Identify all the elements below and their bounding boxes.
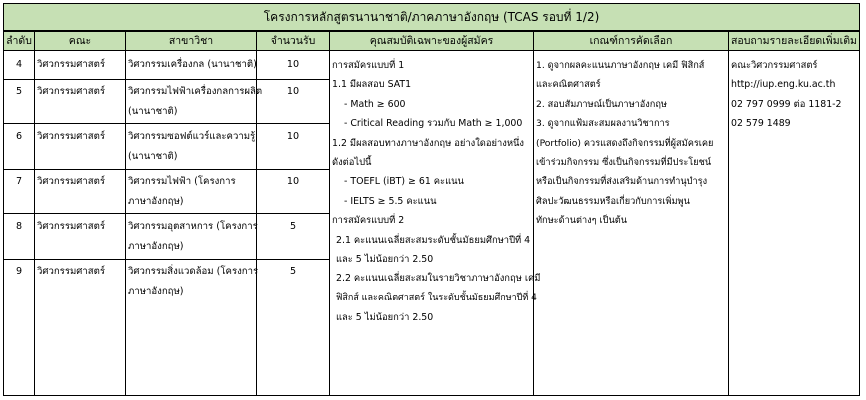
header-major: สาขาวิชา [125, 31, 257, 51]
row-major-cont: ภาษาอังกฤษ) [128, 196, 184, 207]
criteria-line: (Portfolio) ควรแสดงถึงกิจกรรมที่ผู้สมัครเคย [536, 137, 714, 149]
qualification-line: - Critical Reading รวมกับ Math ≥ 1,000 [344, 118, 523, 130]
criteria-line: 3. ดูจากแฟ้มสะสมผลงานวิชาการ [536, 118, 670, 130]
row-divider [3, 169, 330, 170]
criteria-line: หรือเป็นกิจกรรมที่ส่งเสริมด้านการทำนุบำรุง [536, 176, 708, 188]
row-seats: 10 [286, 86, 300, 97]
qualification-line: และ 5 ไม่น้อยกว่า 2.50 [336, 312, 434, 324]
row-seats: 10 [286, 59, 300, 70]
row-faculty: วิศวกรรมศาสตร์ [37, 59, 106, 70]
admission-table [3, 3, 862, 397]
header-criteria: เกณฑ์การคัดเลือก [533, 31, 729, 51]
row-seats: 5 [289, 221, 297, 232]
row-seats: 5 [289, 266, 297, 277]
qualification-line: - TOEFL (iBT) ≥ 61 คะแนน [344, 176, 464, 188]
contact-faculty: คณะวิศวกรรมศาสตร์ [731, 60, 818, 71]
row-no: 9 [15, 266, 23, 277]
row-major: วิศวกรรมอุตสาหการ (โครงการ [128, 221, 258, 232]
row-major-cont: ภาษาอังกฤษ) [128, 241, 184, 252]
row-divider [3, 259, 330, 260]
row-faculty: วิศวกรรมศาสตร์ [37, 266, 106, 277]
row-divider [3, 213, 330, 214]
row-major-cont: ภาษาอังกฤษ) [128, 286, 184, 297]
row-major: วิศวกรรมเครื่องกล (นานาชาติ) [128, 59, 257, 70]
row-faculty: วิศวกรรมศาสตร์ [37, 131, 106, 142]
row-major: วิศวกรรมสิ่งแวดล้อม (โครงการ [128, 266, 259, 277]
table-bottom-border [3, 395, 860, 396]
row-faculty: วิศวกรรมศาสตร์ [37, 221, 106, 232]
row-divider [3, 123, 330, 124]
header-faculty: คณะ [34, 31, 126, 51]
criteria-text [536, 56, 713, 231]
qualifications-text [332, 56, 540, 327]
contact-text [731, 56, 842, 134]
qualification-line: 2.2 คะแนนเฉลี่ยสะสมในรายวิชาภาษาอังกฤษ เคมี [336, 273, 541, 285]
qualification-line: - IELTS ≥ 5.5 คะแนน [344, 195, 437, 207]
qualification-line: 1.1 มีผลสอบ SAT1 [332, 79, 412, 91]
row-major: วิศวกรรมไฟฟ้าเครื่องกลการผลิต [128, 86, 263, 97]
qualification-line: การสมัครแบบที่ 1 [332, 60, 405, 71]
qualification-line: 1.2 มีผลสอบทางภาษาอังกฤษ อย่างใดอย่างหนึ่ง [332, 137, 525, 149]
qualification-line: และ 5 ไม่น้อยกว่า 2.50 [336, 253, 434, 265]
row-seats: 10 [286, 176, 300, 187]
row-faculty: วิศวกรรมศาสตร์ [37, 176, 106, 187]
row-no: 4 [15, 59, 23, 70]
row-no: 6 [15, 131, 23, 142]
row-divider [3, 79, 330, 80]
qualification-line: ดังต่อไปนี้ [332, 156, 372, 168]
row-seats: 10 [286, 131, 300, 142]
criteria-line: ทักษะด้านต่างๆ เป็นต้น [536, 215, 627, 227]
row-no: 7 [15, 176, 23, 187]
row-major: วิศวกรรมซอฟต์แวร์และความรู้ [128, 131, 256, 142]
header-no: ลำดับ [3, 31, 35, 51]
criteria-line: ศิลปะวัฒนธรรมหรือเกี่ยวกับการเพิ่มพูน [536, 195, 690, 207]
row-major-cont: (นานาชาติ) [128, 151, 178, 162]
qualification-line: 2.1 คะแนนเฉลี่ยสะสมระดับชั้นมัธยมศึกษาปีที่ 4 [336, 234, 531, 246]
row-no: 5 [15, 86, 23, 97]
criteria-line: และคณิตศาสตร์ [536, 79, 601, 91]
header-contact: สอบถามรายละเอียดเพิ่มเติม [728, 31, 860, 51]
header-qualifications: คุณสมบัติเฉพาะของผู้สมัคร [329, 31, 534, 51]
qualification-line: การสมัครแบบที่ 2 [332, 215, 405, 227]
contact-website: http://iup.eng.ku.ac.th [731, 79, 836, 91]
row-major-cont: (นานาชาติ) [128, 106, 178, 117]
contact-phone: 02 797 0999 ต่อ 1181-2 [731, 98, 842, 110]
row-no: 8 [15, 221, 23, 232]
row-major: วิศวกรรมไฟฟ้า (โครงการ [128, 176, 236, 187]
header-seats: จำนวนรับ [256, 31, 330, 51]
table-title: โครงการหลักสูตรนานาชาติ/ภาคภาษาอังกฤษ (TCAS รอบที่ 1/2) [3, 3, 860, 31]
criteria-line: 2. สอบสัมภาษณ์เป็นภาษาอังกฤษ [536, 98, 667, 110]
criteria-line: 1. ดูจากผลคะแนนภาษาอังกฤษ เคมี ฟิสิกส์ [536, 60, 705, 71]
contact-fax: 02 579 1489 [731, 118, 791, 130]
qualification-line: ฟิสิกส์ และคณิตศาสตร์ ในระดับชั้นมัธยมศึกษาปีที่ 4 [336, 292, 537, 303]
row-faculty: วิศวกรรมศาสตร์ [37, 86, 106, 97]
qualification-line: - Math ≥ 600 [344, 98, 406, 110]
criteria-line: เข้าร่วมกิจกรรม ซึ่งเป็นกิจกรรมที่มีประโยชน์ [536, 156, 712, 168]
